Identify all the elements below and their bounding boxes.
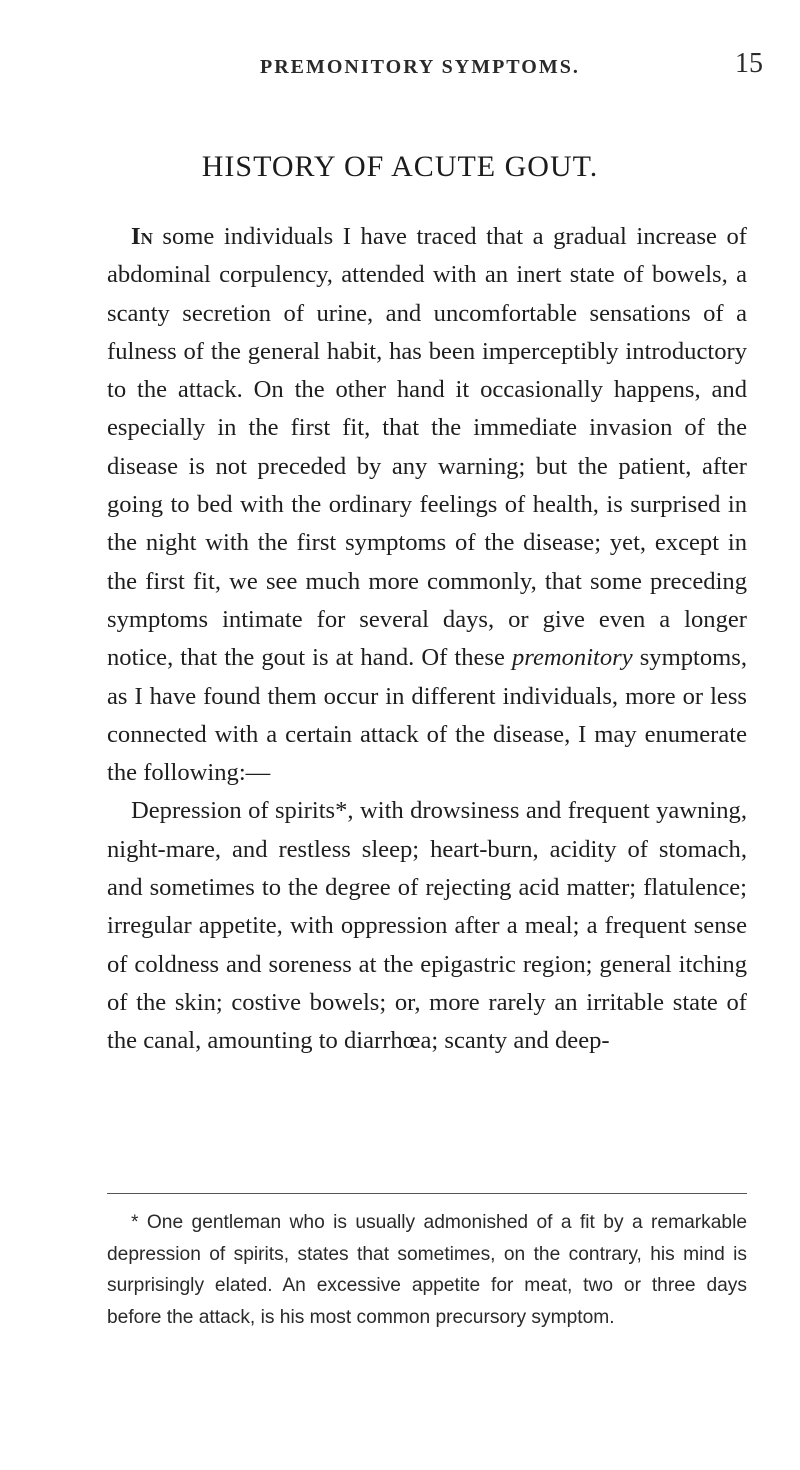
- paragraph-1-text-a: some individuals I have traced that a gradual increase of abdominal corpulency, attended with an inert state of bowels, a scanty secretion of urine, and uncomfortable sensations of a fulness of the general habit, has been imperceptibly introductory to the attack. On the other hand it occasionally happens, and especially in the first fit, that the immediate invasion of the disease is not preceded by any warning; but the patient, after going to bed with the ordinary feelings of health, is surprised in the night with the first symptoms of the disease; yet, except in the first fit, we see much more commonly, that some preceding symptoms intimate for several days, or give even a longer notice, that the gout is at hand. Of these: [107, 223, 747, 672]
- chapter-title: HISTORY OF ACUTE GOUT.: [201, 150, 599, 183]
- paragraph-1-lead-word: In: [131, 223, 153, 250]
- paragraph-1-italic: premonitory: [511, 644, 633, 672]
- page-number: 15: [735, 48, 763, 79]
- footnote: [107, 1207, 747, 1333]
- paragraph-1: [107, 218, 747, 792]
- paragraph-1-text-b: symptoms, as I have found them occur in different individuals, more or less connected with a certain attack of the disease, I may enumerate the following:—: [107, 644, 747, 787]
- running-head: PREMONITORY SYMPTOMS.: [260, 56, 580, 78]
- paragraph-2: Depression of spirits*, with drowsiness and frequent yawning, night-mare, and restless sleep; heart-burn, acidity of stomach, and sometimes to the degree of rejecting acid matter; flatulence; irregular appetite, with oppression after a meal; a frequent sense of coldness and soreness at the epigastric region; general itching of the skin; costive bowels; or, more rarely an irritable state of the canal, amounting to diarrhœa; scanty and deep-: [107, 797, 747, 1055]
- footnote-divider: [107, 1193, 747, 1194]
- body-text: [107, 218, 747, 1061]
- footnote-text: * One gentleman who is usually admonished of a fit by a remarkable depression of spirits, states that sometimes, on the contrary, his mind is surprisingly elated. An excessive appetite for meat, two or three days before the attack, is his most common precursory symptom.: [107, 1212, 747, 1328]
